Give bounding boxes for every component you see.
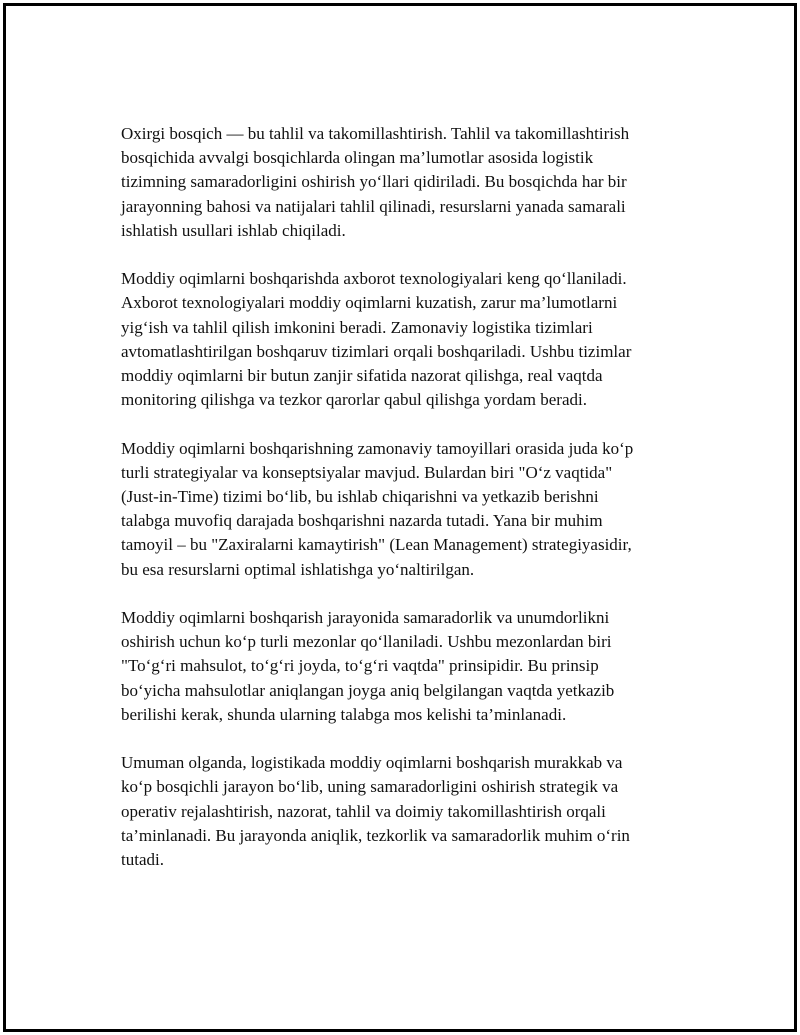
text-line: talabga muvofiq darajada boshqarishni nazarda tutadi. Yana bir muhim (121, 511, 603, 531)
text-line: Axborot texnologiyalari moddiy oqimlarni kuzatish, zarur ma’lumotlarni (121, 293, 618, 313)
text-line: operativ rejalashtirish, nazorat, tahlil va doimiy takomillashtirish orqali (121, 801, 606, 821)
document-body (121, 122, 701, 872)
paragraph-3 (121, 437, 701, 582)
text-line: yig‘ish va tahlil qilish imkonini beradi. Zamonaviy logistika tizimlari (121, 317, 593, 337)
text-line: ko‘p bosqichli jarayon bo‘lib, uning samaradorligini oshirish strategik va (121, 777, 619, 797)
paragraph-5 (121, 751, 701, 872)
text-line: (Just-in-Time) tizimi bo‘lib, bu ishlab chiqarishni va yetkazib berishni (121, 487, 599, 507)
text-line: bo‘yicha mahsulotlar aniqlangan joyga aniq belgilangan vaqtda yetkazib (121, 680, 615, 700)
text-line: berilishi kerak, shunda ularning talabga mos kelishi ta’minlanadi. (121, 704, 567, 724)
paragraph-spacer (121, 243, 701, 267)
page-border (3, 3, 797, 1032)
paragraph-4 (121, 606, 701, 727)
paragraph-spacer (121, 412, 701, 436)
text-line: monitoring qilishga va tezkor qarorlar qabul qilishga yordam beradi. (121, 390, 587, 410)
text-line: Moddiy oqimlarni boshqarishning zamonaviy tamoyillari orasida juda ko‘p (121, 438, 634, 458)
paragraph-spacer (121, 727, 701, 751)
text-line: Umuman olganda, logistikada moddiy oqimlarni boshqarish murakkab va (121, 753, 623, 773)
text-line: ishlatish usullari ishlab chiqiladi. (121, 220, 346, 240)
text-line: tutadi. (121, 850, 164, 870)
text-line: Moddiy oqimlarni boshqarish jarayonida samaradorlik va unumdorlikni (121, 608, 610, 628)
text-line: tamoyil – bu "Zaxiralarni kamaytirish" (Lean Management) strategiyasidir, (121, 535, 632, 555)
paragraph-spacer (121, 582, 701, 606)
text-line: ta’minlanadi. Bu jarayonda aniqlik, tezkorlik va samaradorlik muhim o‘rin (121, 825, 630, 845)
text-line: moddiy oqimlarni bir butun zanjir sifatida nazorat qilishga, real vaqtda (121, 366, 603, 386)
text-line: tizimning samaradorligini oshirish yo‘llari qidiriladi. Bu bosqichda har bir (121, 172, 627, 192)
paragraph-1 (121, 122, 701, 243)
text-line: Moddiy oqimlarni boshqarishda axborot texnologiyalari keng qo‘llaniladi. (121, 269, 627, 289)
text-line: avtomatlashtirilgan boshqaruv tizimlari orqali boshqariladi. Ushbu tizimlar (121, 341, 632, 361)
text-line: bu esa resurslarni optimal ishlatishga yo‘naltirilgan. (121, 559, 475, 579)
paragraph-2 (121, 267, 701, 412)
text-line: turli strategiyalar va konseptsiyalar mavjud. Bulardan biri "O‘z vaqtida" (121, 462, 613, 482)
text-line: "To‘g‘ri mahsulot, to‘g‘ri joyda, to‘g‘ri vaqtda" prinsipidir. Bu prinsip (121, 656, 599, 676)
text-line: Oxirgi bosqich — bu tahlil va takomillashtirish. Tahlil va takomillashtirish (121, 124, 630, 143)
text-line: bosqichida avvalgi bosqichlarda olingan ma’lumotlar asosida logistik (121, 148, 594, 168)
text-line: oshirish uchun ko‘p turli mezonlar qo‘llaniladi. Ushbu mezonlardan biri (121, 632, 612, 652)
text-line: jarayonning bahosi va natijalari tahlil qilinadi, resurslarni yanada samarali (121, 196, 626, 216)
